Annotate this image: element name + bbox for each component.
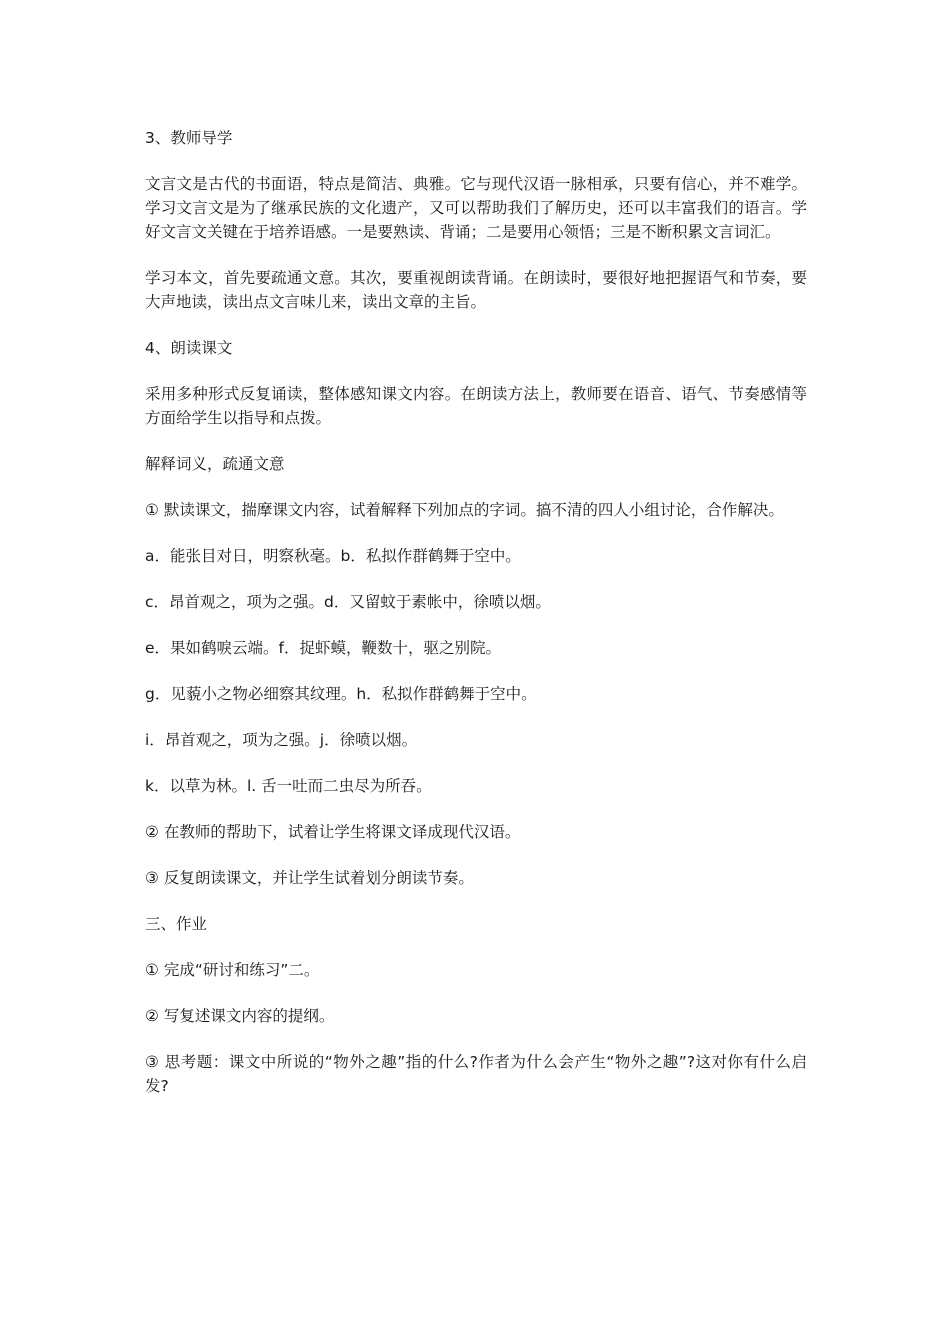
homework-item: ② 写复述课文内容的提纲。 bbox=[145, 1007, 335, 1025]
body-paragraph: 学习本文，首先要疏通文意。其次，要重视朗读背诵。在朗读时，要很好地把握语气和节奏，要大声地读，读出点文言味儿来，读出文章的主旨。 bbox=[145, 269, 807, 311]
vocab-line: i．昂首观之，项为之强。j．徐喷以烟。 bbox=[145, 731, 418, 749]
document-body bbox=[145, 126, 807, 1098]
section-heading: 三、作业 bbox=[145, 915, 208, 933]
vocab-line: e．果如鹤唳云端。f．捉虾蟆，鞭数十，驱之别院。 bbox=[145, 639, 501, 657]
body-paragraph: 采用多种形式反复诵读，整体感知课文内容。在朗读方法上，教师要在语音、语气、节奏感情等方面给学生以指导和点拨。 bbox=[145, 385, 807, 427]
list-item: ③ 反复朗读课文，并让学生试着划分朗读节奏。 bbox=[145, 869, 474, 887]
section-heading: 3、教师导学 bbox=[145, 129, 233, 147]
vocab-line: a．能张目对日，明察秋毫。b．私拟作群鹤舞于空中。 bbox=[145, 547, 521, 565]
homework-item: ③ 思考题：课文中所说的“物外之趣”指的什么?作者为什么会产生“物外之趣”?这对你有什么启发? bbox=[145, 1053, 807, 1095]
vocab-line: g．见藐小之物必细察其纹理。h．私拟作群鹤舞于空中。 bbox=[145, 685, 537, 703]
list-item: ② 在教师的帮助下，试着让学生将课文译成现代汉语。 bbox=[145, 823, 521, 841]
vocab-line: k．以草为林。l. 舌一吐而二虫尽为所吞。 bbox=[145, 777, 432, 795]
homework-item: ① 完成“研讨和练习”二。 bbox=[145, 961, 320, 979]
body-paragraph: 文言文是古代的书面语，特点是简洁、典雅。它与现代汉语一脉相承，只要有信心，并不难学。学习文言文是为了继承民族的文化遗产，又可以帮助我们了解历史，还可以丰富我们的语言。学好文言文关键在于培养语感。一是要熟读、背诵；二是要用心领悟；三是不断积累文言词汇。 bbox=[145, 175, 807, 241]
vocab-line: c．昂首观之，项为之强。d．又留蚊于素帐中，徐喷以烟。 bbox=[145, 593, 551, 611]
section-heading: 4、朗读课文 bbox=[145, 339, 233, 357]
subheading: 解释词义，疏通文意 bbox=[145, 455, 285, 473]
list-item: ① 默读课文，揣摩课文内容，试着解释下列加点的字词。搞不清的四人小组讨论，合作解决。 bbox=[145, 501, 784, 519]
